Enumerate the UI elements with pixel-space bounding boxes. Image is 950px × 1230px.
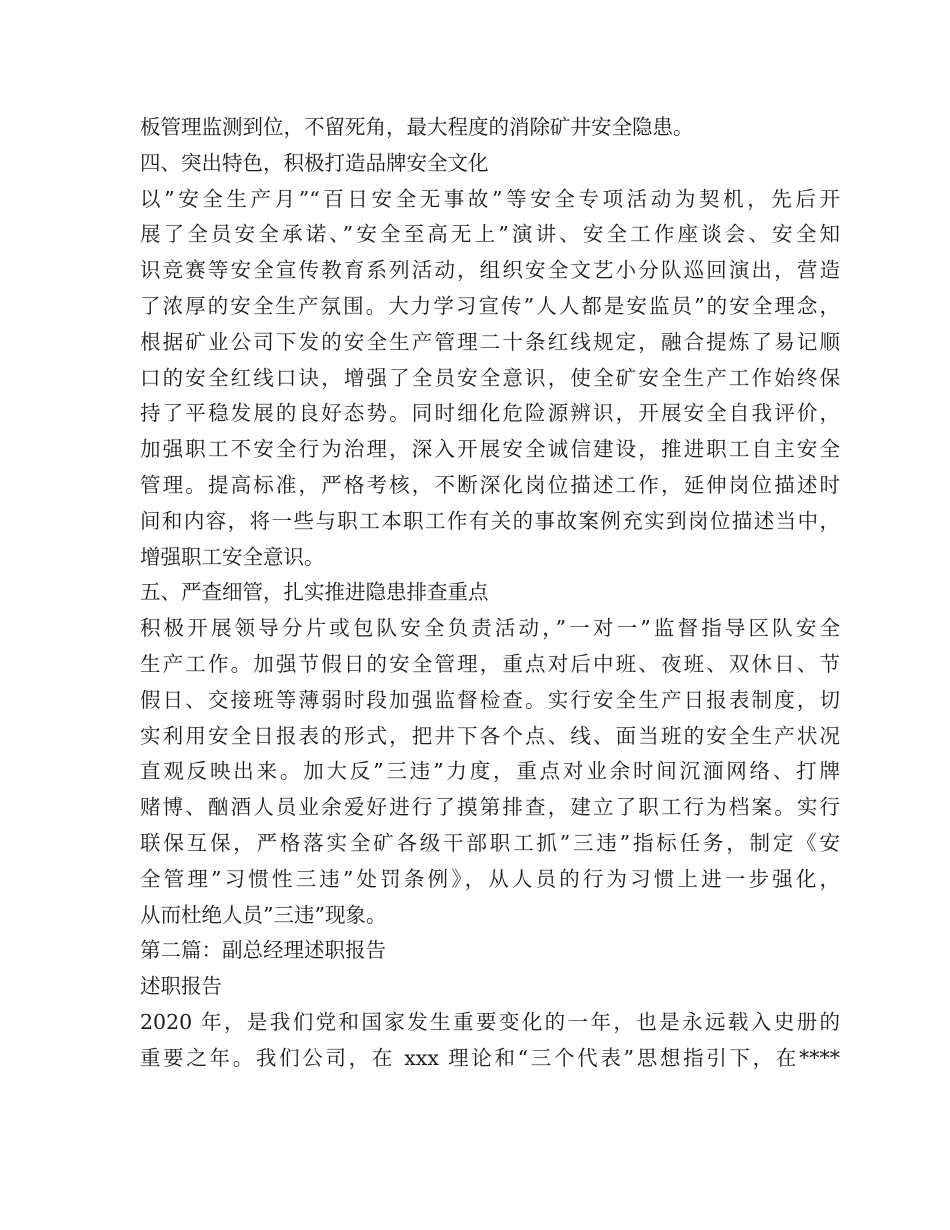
paragraph-line: 全管理”习惯性三违”处罚条例》，从人员的行为习惯上进一步强化， (140, 866, 840, 891)
section-heading: 五、严查细管，扎实推进隐患排查重点 (140, 580, 489, 605)
chapter-title: 第二篇：副总经理述职报告 (140, 938, 386, 963)
paragraph-line: 联保互保，严格落实全矿各级干部职工抓”三违”指标任务，制定《安 (140, 830, 840, 855)
paragraph-line: 间和内容，将一些与职工本职工作有关的事故案例充实到岗位描述当中， (140, 508, 840, 533)
paragraph-line: 持了平稳发展的良好态势。同时细化危险源辨识，开展安全自我评价， (140, 401, 840, 426)
paragraph-line: 板管理监测到位，不留死角，最大程度的消除矿井安全隐患。 (140, 115, 694, 139)
paragraph-line: 生产工作。加强节假日的安全管理，重点对后中班、夜班、双休日、节 (140, 651, 840, 676)
paragraph-line: 增强职工安全意识。 (140, 544, 325, 569)
report-title: 述职报告 (140, 974, 222, 999)
paragraph-line: 积极开展领导分片或包队安全负责活动，”一对一”监督指导区队安全 (140, 616, 840, 641)
paragraph-line: 口的安全红线口诀，增强了全员安全意识，使全矿安全生产工作始终保 (140, 365, 840, 390)
paragraph-line: 识竞赛等安全宣传教育系列活动，组织安全文艺小分队巡回演出，营造 (140, 258, 840, 283)
paragraph-line: 赌博、酗酒人员业余爱好进行了摸第排查，建立了职工行为档案。实行 (140, 795, 840, 820)
paragraph-line: 重要之年。我们公司，在 xxx 理论和“三个代表”思想指引下，在**** (140, 1045, 840, 1070)
paragraph-line: 假日、交接班等薄弱时段加强监督检查。实行安全生产日报表制度，切 (140, 687, 840, 712)
paragraph-line: 展了全员安全承诺、”安全至高无上”演讲、安全工作座谈会、安全知 (140, 222, 840, 247)
paragraph-line: 2020 年，是我们党和国家发生重要变化的一年，也是永远载入史册的 (140, 1009, 840, 1034)
section-heading: 四、突出特色，积极打造品牌安全文化 (140, 150, 489, 175)
paragraph-line: 实利用安全日报表的形式，把井下各个点、线、面当班的安全生产状况 (140, 723, 840, 748)
paragraph-line: 直观反映出来。加大反”三违”力度，重点对业余时间沉湎网络、打牌 (140, 759, 840, 784)
paragraph-line: 了浓厚的安全生产氛围。大力学习宣传”人人都是安监员”的安全理念， (140, 293, 840, 318)
paragraph-line: 加强职工不安全行为治理，深入开展安全诚信建设，推进职工自主安全 (140, 437, 840, 462)
paragraph-line: 从而杜绝人员”三违”现象。 (140, 902, 387, 927)
paragraph-line: 以”安全生产月”“百日安全无事故”等安全专项活动为契机，先后开 (140, 186, 840, 211)
paragraph-line: 根据矿业公司下发的安全生产管理二十条红线规定，融合提炼了易记顺 (140, 329, 840, 354)
paragraph-line: 管理。提高标准，严格考核，不断深化岗位描述工作，延伸岗位描述时 (140, 472, 840, 497)
document-body (140, 110, 840, 1077)
